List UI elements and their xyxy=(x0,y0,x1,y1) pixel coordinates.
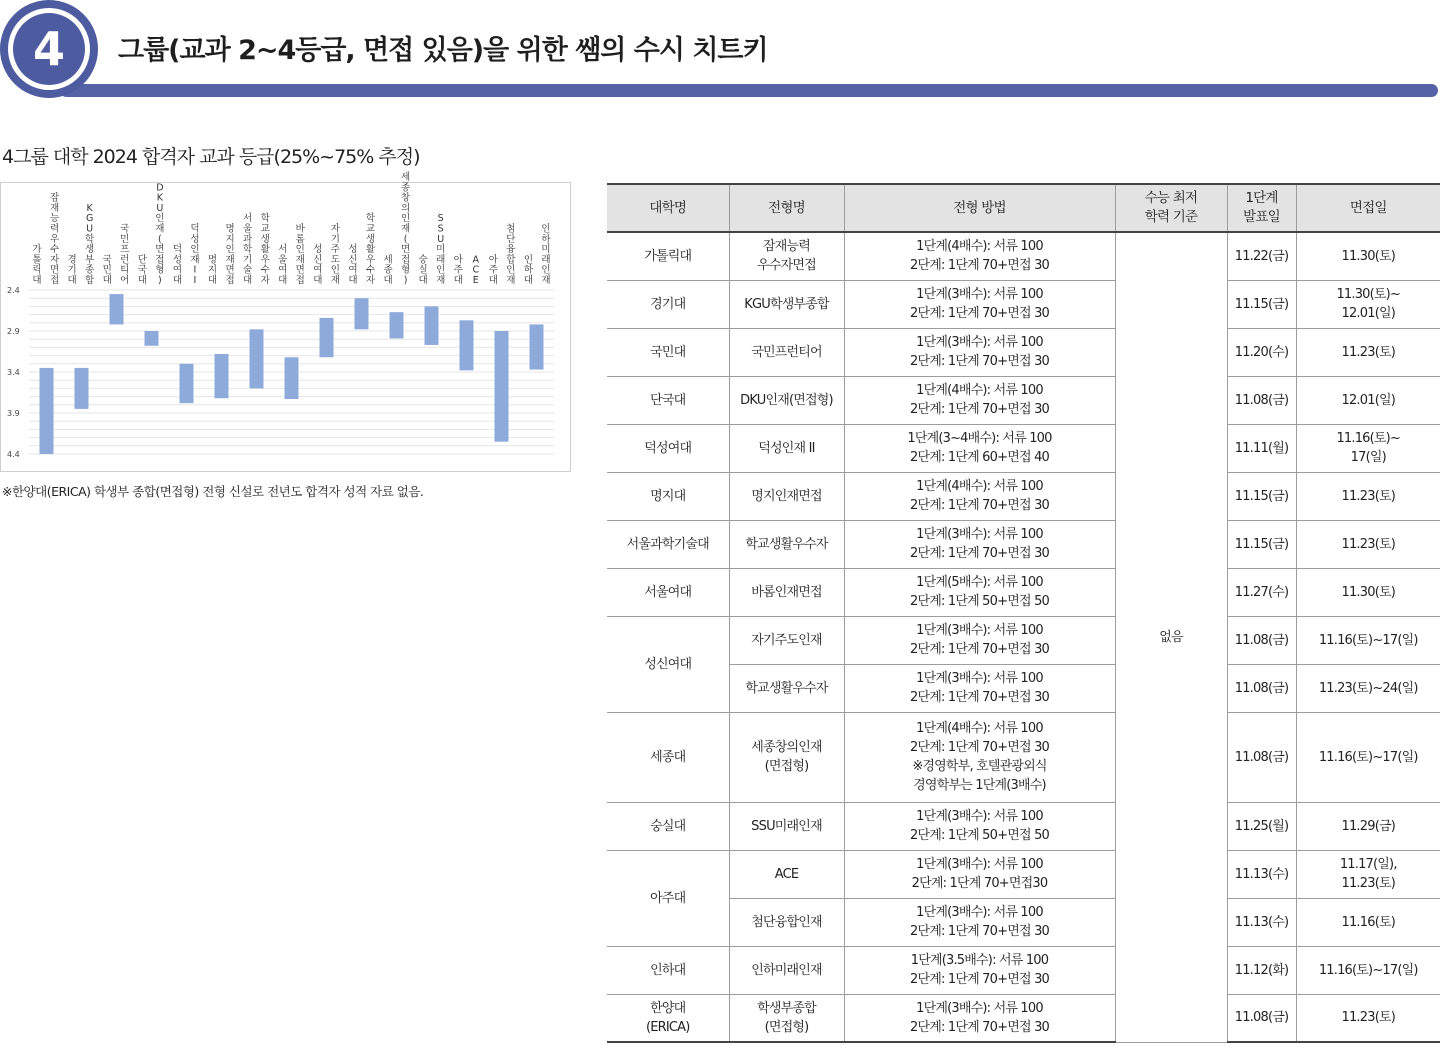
cell-interview: 11.23(토) xyxy=(1296,328,1440,376)
x-category-label: 경 기 대 xyxy=(67,254,77,286)
cell-type: 덕성인재 II xyxy=(729,424,844,472)
grade-range-bar xyxy=(390,312,404,338)
cell-type: 인하미래인재 xyxy=(729,946,844,994)
header-divider-bar xyxy=(60,84,1438,97)
chart-footnote: ※한양대(ERICA) 학생부 종합(면접형) 전형 신설로 전년도 합격자 성적 자료 없음. xyxy=(2,484,424,499)
cell-univ: 가톨릭대 xyxy=(607,232,729,280)
cell-interview: 11.16(토) xyxy=(1296,898,1440,946)
table-row xyxy=(607,898,1440,946)
x-category-label: 성 신 여 대 xyxy=(348,244,358,286)
cell-method: 1단계(3.5배수): 서류 100 2단계: 1단계 70+면접 30 xyxy=(844,946,1115,994)
grade-range-bar xyxy=(250,329,264,388)
x-category-label: 성 신 여 대 xyxy=(313,244,323,286)
cell-type: 학생부종합 (면접형) xyxy=(729,994,844,1042)
cell-interview: 11.30(토) xyxy=(1296,568,1440,616)
cell-interview: 11.16(토)~17(일) xyxy=(1296,946,1440,994)
cell-univ: 인하대 xyxy=(607,946,729,994)
y-tick-label: 3.9 xyxy=(7,409,20,418)
cell-interview: 11.17(일), 11.23(토) xyxy=(1296,850,1440,898)
cell-interview: 11.30(토) xyxy=(1296,232,1440,280)
cell-method: 1단계(3배수): 서류 100 2단계: 1단계 70+면접 30 xyxy=(844,994,1115,1042)
cell-type: ACE xyxy=(729,850,844,898)
cell-announce: 11.27(수) xyxy=(1227,568,1296,616)
cell-method: 1단계(3배수): 서류 100 2단계: 1단계 70+면접 30 xyxy=(844,280,1115,328)
cell-announce: 11.15(금) xyxy=(1227,280,1296,328)
grade-range-bar xyxy=(355,298,369,329)
cell-type: 잠재능력 우수자면접 xyxy=(729,232,844,280)
cell-announce: 11.12(화) xyxy=(1227,946,1296,994)
x-category-label: K G U 학 생 부 종 합 xyxy=(85,202,95,286)
cell-interview: 11.29(금) xyxy=(1296,802,1440,850)
cell-univ: 서울여대 xyxy=(607,568,729,616)
cell-interview: 12.01(일) xyxy=(1296,376,1440,424)
cell-method: 1단계(3배수): 서류 100 2단계: 1단계 70+면접 30 xyxy=(844,328,1115,376)
table-row xyxy=(607,280,1440,328)
grade-range-bar xyxy=(180,364,194,403)
cell-method: 1단계(3~4배수): 서류 100 2단계: 1단계 60+면접 40 xyxy=(844,424,1115,472)
grade-range-bar xyxy=(285,357,299,399)
cell-method: 1단계(5배수): 서류 100 2단계: 1단계 50+면접 50 xyxy=(844,568,1115,616)
grade-range-bar xyxy=(425,306,439,345)
x-category-label: 명 지 인 재 면 접 xyxy=(225,223,235,286)
cell-univ: 덕성여대 xyxy=(607,424,729,472)
cell-method: 1단계(3배수): 서류 100 2단계: 1단계 70+면접 30 xyxy=(844,664,1115,712)
grade-range-bar xyxy=(75,368,89,409)
y-tick-label: 2.4 xyxy=(7,286,20,295)
cell-announce: 11.22(금) xyxy=(1227,232,1296,280)
grade-range-bar xyxy=(320,318,334,357)
x-category-label: 명 지 대 xyxy=(207,254,218,286)
x-category-label: 국 민 대 xyxy=(102,254,112,286)
cell-announce: 11.08(금) xyxy=(1227,994,1296,1042)
table-header-row xyxy=(607,184,1440,232)
grade-range-bar xyxy=(495,331,509,442)
grade-range-bar xyxy=(460,320,474,370)
cell-type: 바롬인재면접 xyxy=(729,568,844,616)
table-row xyxy=(607,424,1440,472)
x-category-label: 자 기 주 도 인 재 xyxy=(330,223,340,286)
x-category-label: 단 국 대 xyxy=(137,254,147,286)
cell-univ: 세종대 xyxy=(607,712,729,802)
header-type: 전형명 xyxy=(729,184,844,232)
x-category-label: 첨 단 융 합 인 재 xyxy=(506,223,516,286)
header-univ: 대학명 xyxy=(607,184,729,232)
table-row xyxy=(607,472,1440,520)
table-row xyxy=(607,328,1440,376)
section-number-badge xyxy=(0,0,98,98)
x-category-label: 학 교 생 활 우 수 자 xyxy=(260,213,270,286)
cell-method: 1단계(3배수): 서류 100 2단계: 1단계 70+면접 30 xyxy=(844,520,1115,568)
cell-univ: 단국대 xyxy=(607,376,729,424)
table-row xyxy=(607,616,1440,664)
cell-type: KGU학생부종합 xyxy=(729,280,844,328)
header-interview: 면접일 xyxy=(1296,184,1440,232)
page-title: 그룹(교과 2~4등급, 면접 있음)을 위한 쌤의 수시 치트키 xyxy=(118,35,768,66)
cell-univ: 명지대 xyxy=(607,472,729,520)
y-tick-label: 2.9 xyxy=(7,327,20,336)
admission-schedule-table xyxy=(607,183,1440,1043)
cell-announce: 11.08(금) xyxy=(1227,712,1296,802)
cell-announce: 11.08(금) xyxy=(1227,664,1296,712)
x-category-label: 서 울 여 대 xyxy=(278,244,288,286)
header-method: 전형 방법 xyxy=(844,184,1115,232)
y-tick-label: 4.4 xyxy=(7,450,20,459)
cell-method: 1단계(4배수): 서류 100 2단계: 1단계 70+면접 30 ※경영학부, 호텔관광외식 경영학부는 1단계(3배수) xyxy=(844,712,1115,802)
x-category-label: 아 주 대 xyxy=(453,254,463,286)
x-category-label: 인 하 대 xyxy=(523,254,534,286)
x-category-label: D K U 인 재 ( 면 접 형 ) xyxy=(155,182,165,286)
x-category-label: 학 교 생 활 우 수 자 xyxy=(365,213,376,286)
header-min-standard: 수능 최저 학력 기준 xyxy=(1115,184,1227,232)
cell-type: 자기주도인재 xyxy=(729,616,844,664)
table-row xyxy=(607,664,1440,712)
cell-univ: 아주대 xyxy=(607,850,729,946)
cell-method: 1단계(4배수): 서류 100 2단계: 1단계 70+면접 30 xyxy=(844,472,1115,520)
cell-type: 국민프런티어 xyxy=(729,328,844,376)
cell-method: 1단계(3배수): 서류 100 2단계: 1단계 70+면접30 xyxy=(844,850,1115,898)
cell-announce: 11.08(금) xyxy=(1227,616,1296,664)
cell-announce: 11.11(월) xyxy=(1227,424,1296,472)
cell-type: SSU미래인재 xyxy=(729,802,844,850)
x-category-label: 잠 재 능 력 우 수 자 면 접 xyxy=(49,192,60,286)
cell-interview: 11.16(토)~ 17(일) xyxy=(1296,424,1440,472)
cell-announce: 11.08(금) xyxy=(1227,376,1296,424)
table-row xyxy=(607,802,1440,850)
table-row xyxy=(607,520,1440,568)
x-category-label: 아 주 대 xyxy=(488,254,498,286)
cell-type: 첨단융합인재 xyxy=(729,898,844,946)
x-category-label: 국 민 프 런 티 어 xyxy=(120,223,130,286)
x-category-label: 인 하 미 래 인 재 xyxy=(541,223,551,286)
cell-interview: 11.16(토)~17(일) xyxy=(1296,616,1440,664)
cell-univ: 국민대 xyxy=(607,328,729,376)
grade-range-bar xyxy=(530,324,544,369)
grade-range-bar xyxy=(40,368,54,454)
cell-univ: 성신여대 xyxy=(607,616,729,712)
cell-interview: 11.23(토)~24(일) xyxy=(1296,664,1440,712)
cell-type: DKU인재(면접형) xyxy=(729,376,844,424)
cell-type: 명지인재면접 xyxy=(729,472,844,520)
x-category-label: 세 종 대 xyxy=(383,254,393,286)
cell-announce: 11.15(금) xyxy=(1227,472,1296,520)
cell-min-standard: 없음 xyxy=(1115,232,1227,1042)
grade-range-bar xyxy=(215,354,229,398)
x-category-label: S S U 미 래 인 재 xyxy=(436,213,446,286)
cell-univ: 서울과학기술대 xyxy=(607,520,729,568)
chart-title: 4그룹 대학 2024 합격자 교과 등급(25%~75% 추정) xyxy=(2,146,420,168)
section-number: 4 xyxy=(13,13,85,85)
cell-interview: 11.30(토)~ 12.01(일) xyxy=(1296,280,1440,328)
x-category-label: A C E xyxy=(472,254,480,286)
x-category-label: 서 울 과 학 기 술 대 xyxy=(243,213,253,286)
x-category-label: 덕 성 여 대 xyxy=(172,244,183,286)
table-row xyxy=(607,850,1440,898)
cell-interview: 11.23(토) xyxy=(1296,472,1440,520)
x-category-label: 바 롬 인 재 면 접 xyxy=(295,223,305,286)
table-row xyxy=(607,376,1440,424)
grade-range-bar xyxy=(145,331,159,346)
cell-type: 세종창의인재 (면접형) xyxy=(729,712,844,802)
cell-method: 1단계(3배수): 서류 100 2단계: 1단계 70+면접 30 xyxy=(844,898,1115,946)
cell-announce: 11.25(월) xyxy=(1227,802,1296,850)
cell-type: 학교생활우수자 xyxy=(729,664,844,712)
grade-range-bar xyxy=(110,294,124,324)
cell-announce: 11.13(수) xyxy=(1227,898,1296,946)
table-row xyxy=(607,994,1440,1042)
cell-univ: 경기대 xyxy=(607,280,729,328)
cell-interview: 11.23(토) xyxy=(1296,520,1440,568)
table-row xyxy=(607,946,1440,994)
cell-univ: 숭실대 xyxy=(607,802,729,850)
cell-method: 1단계(4배수): 서류 100 2단계: 1단계 70+면접 30 xyxy=(844,376,1115,424)
y-tick-label: 3.4 xyxy=(7,368,20,377)
x-category-label: 숭 실 대 xyxy=(418,254,428,286)
table-row xyxy=(607,232,1440,280)
table-row xyxy=(607,568,1440,616)
header-announce: 1단계 발표일 xyxy=(1227,184,1296,232)
x-category-label: 세 종 창 의 인 재 ( 면 접 형 ) xyxy=(400,172,411,286)
x-category-label: 가 톨 릭 대 xyxy=(32,244,42,286)
cell-interview: 11.23(토) xyxy=(1296,994,1440,1042)
cell-announce: 11.13(수) xyxy=(1227,850,1296,898)
cell-announce: 11.15(금) xyxy=(1227,520,1296,568)
cell-method: 1단계(3배수): 서류 100 2단계: 1단계 50+면접 50 xyxy=(844,802,1115,850)
cell-type: 학교생활우수자 xyxy=(729,520,844,568)
cell-announce: 11.20(수) xyxy=(1227,328,1296,376)
chart-svg xyxy=(1,172,572,473)
cell-univ: 한양대 (ERICA) xyxy=(607,994,729,1042)
table-row xyxy=(607,712,1440,802)
cell-method: 1단계(3배수): 서류 100 2단계: 1단계 70+면접 30 xyxy=(844,616,1115,664)
x-category-label: 덕 성 인 재 I I xyxy=(190,223,200,286)
cell-interview: 11.16(토)~17(일) xyxy=(1296,712,1440,802)
grade-range-chart xyxy=(0,172,571,472)
cell-method: 1단계(4배수): 서류 100 2단계: 1단계 70+면접 30 xyxy=(844,232,1115,280)
